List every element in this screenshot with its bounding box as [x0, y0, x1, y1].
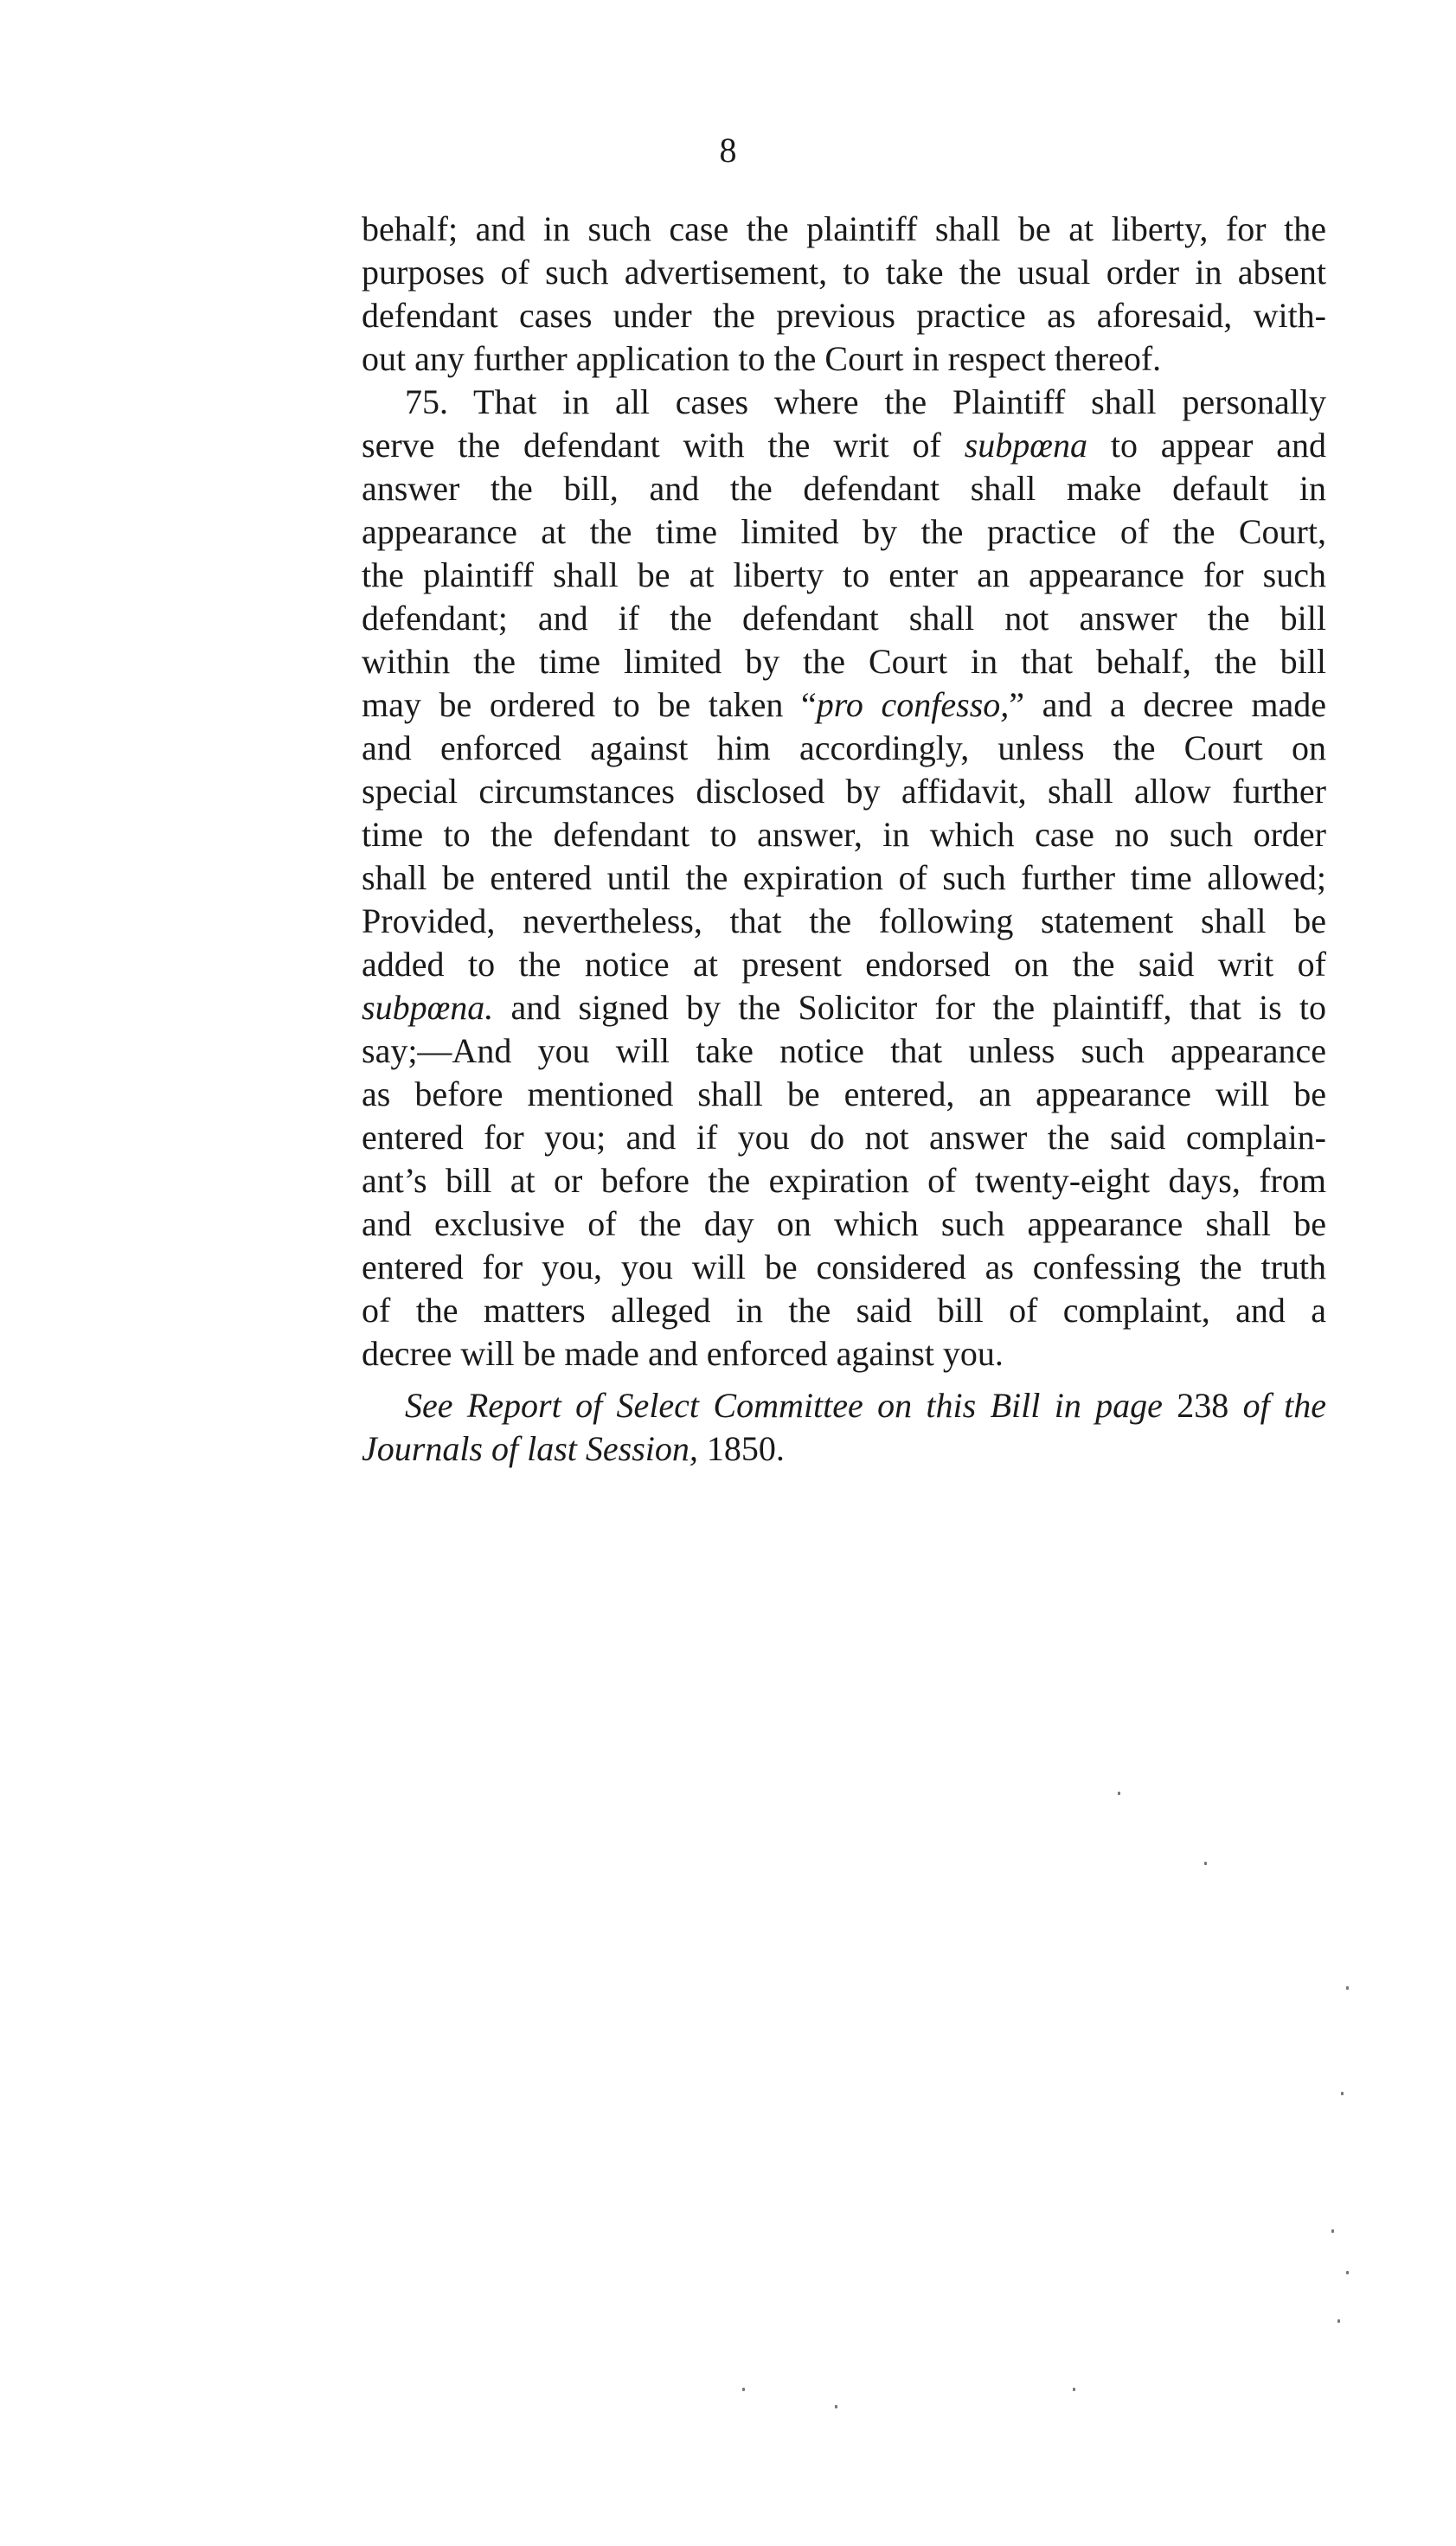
text-line: appearance at the time limited by the practice of the Court,	[362, 512, 1326, 551]
italic-term: subpœna.	[362, 988, 494, 1027]
text-line: entered for you, you will be considered as confessing the truth	[362, 1247, 1326, 1286]
text-line: the plaintiff shall be at liberty to enter an appearance for such	[362, 555, 1326, 594]
text-line: answer the bill, and the defendant shall make default in	[362, 469, 1326, 508]
text-line: purposes of such advertisement, to take the usual order in absent	[362, 253, 1326, 292]
scan-speck	[1073, 2388, 1075, 2391]
scan-speck	[835, 2405, 837, 2408]
text-line: time to the defendant to answer, in which case no such order	[362, 815, 1326, 854]
scan-speck	[1204, 1862, 1207, 1865]
scan-speck	[1331, 2229, 1334, 2233]
text-line: of the matters alleged in the said bill of complaint, and a	[362, 1291, 1326, 1330]
text-line: defendant; and if the defendant shall not answer the bill	[362, 599, 1326, 638]
italic-term: pro confesso,	[816, 685, 1010, 724]
text-line: special circumstances disclosed by affidavit, shall allow further	[362, 772, 1326, 811]
text-line: as before mentioned shall be entered, an appearance will be	[362, 1074, 1326, 1113]
scan-speck	[1346, 1986, 1349, 1990]
text-line: say;—And you will take notice that unless such appearance	[362, 1031, 1326, 1070]
scan-speck	[1118, 1792, 1120, 1795]
text-line: decree will be made and enforced against you.	[362, 1334, 1004, 1373]
scan-speck	[1337, 2319, 1340, 2323]
text-line: ant’s bill at or before the expiration of twenty-eight days, from	[362, 1161, 1326, 1200]
text-line: defendant cases under the previous practice as aforesaid, with-	[362, 296, 1326, 335]
text-line: added to the notice at present endorsed on the said writ of	[362, 945, 1326, 984]
text-line: serve the defendant with the writ of subpœna to appear and	[362, 426, 1326, 465]
section-75-first-line: 75. That in all cases where the Plaintiff shall personally	[405, 382, 1326, 421]
scan-speck	[1341, 2092, 1344, 2095]
footnote-line: Journals of last Session, 1850.	[362, 1429, 785, 1468]
page-number: 8	[719, 131, 737, 170]
italic-term: subpœna	[964, 426, 1087, 465]
text-line: shall be entered until the expiration of such further time allowed;	[362, 858, 1326, 897]
footnote	[362, 1384, 1326, 1471]
text-line: and enforced against him accordingly, unless the Court on	[362, 728, 1326, 767]
footnote-line: See Report of Select Committee on this Bill in page 238 of the	[405, 1386, 1326, 1425]
text-line: Provided, nevertheless, that the following statement shall be	[362, 901, 1326, 940]
scan-speck	[742, 2388, 745, 2391]
scan-speck	[1346, 2271, 1349, 2274]
text-line: behalf; and in such case the plaintiff shall be at liberty, for the	[362, 209, 1326, 248]
text-line: entered for you; and if you do not answer the said complain-	[362, 1118, 1326, 1157]
text-line: and exclusive of the day on which such appearance shall be	[362, 1204, 1326, 1243]
body-text	[362, 208, 1326, 1376]
text-line: subpœna. and signed by the Solicitor for the plaintiff, that is to	[362, 988, 1326, 1027]
text-line: may be ordered to be taken “pro confesso,” and a decree made	[362, 685, 1327, 724]
text-line: out any further application to the Court in respect thereof.	[362, 339, 1162, 378]
text-line: within the time limited by the Court in that behalf, the bill	[362, 642, 1326, 681]
